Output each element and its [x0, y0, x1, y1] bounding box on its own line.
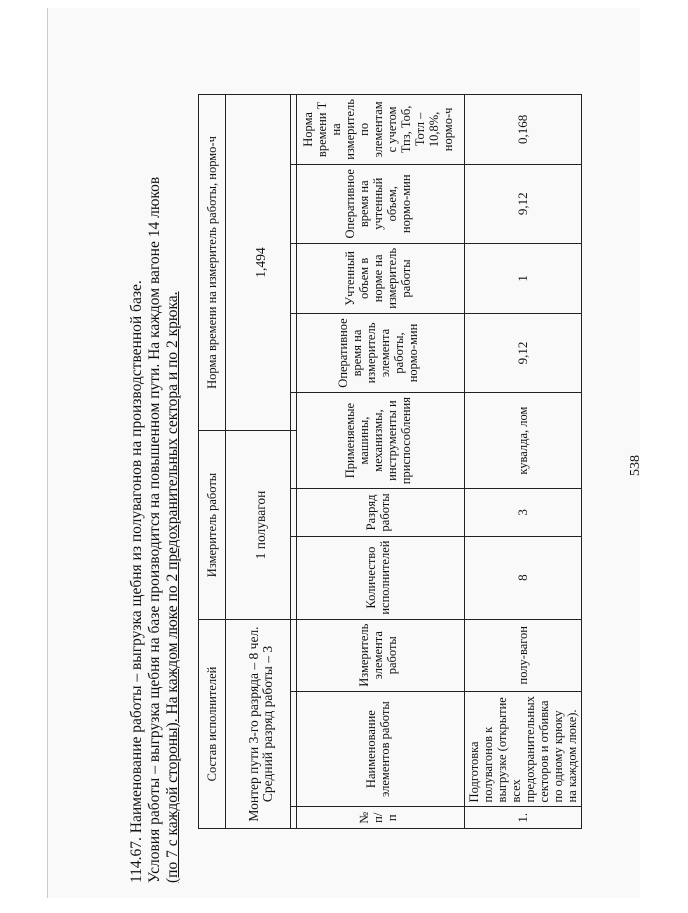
page-number: 538: [628, 455, 643, 476]
table-row: [465, 95, 582, 829]
section-header: [128, 53, 182, 883]
team-table: [198, 94, 297, 829]
col-header-tools: Применяемые машины, механизмы, инструменты и приспособления: [291, 392, 465, 488]
row-op-time: 9,12: [465, 314, 582, 393]
col-header-name: Наименование элементов работы: [291, 691, 465, 807]
team-composition-line1: Монтер пути 3-го разряда – 8 чел.: [246, 626, 261, 822]
row-grade: 3: [465, 489, 582, 536]
team-composition: [226, 620, 297, 829]
col-header-op-time-volume: Оперативное время на учтенный объем, нормо-мин: [291, 164, 465, 243]
team-header-unit: Измеритель работы: [199, 431, 226, 620]
team-unit: 1 полувагон: [226, 431, 297, 620]
work-elements-table: [290, 94, 582, 829]
row-tools: кувалда, лом: [465, 392, 582, 488]
col-header-unit: Измеритель элемента работы: [291, 619, 465, 691]
team-norm: 1,494: [226, 95, 297, 431]
row-norm: 0,168: [465, 95, 582, 165]
work-conditions-line: Условия работы – выгрузка щебня на базе производится на повышенном пути. На каждом вагоне 14 люков: [146, 176, 163, 883]
team-composition-line2: Средний разряд работы – 3: [260, 645, 275, 803]
col-header-grade: Разряд работы: [291, 489, 465, 536]
row-unit: полу-вагон: [465, 619, 582, 691]
col-header-norm: Норма времени Т на измеритель по элементам с учетом Тпз, Тоб, Тотл – 10,8%, нормо-ч: [291, 95, 465, 165]
col-header-workers: Количество исполнителей: [291, 536, 465, 619]
scanned-page: [48, 8, 643, 898]
team-header-composition: Состав исполнителей: [199, 620, 226, 829]
col-header-num: № п/п: [291, 807, 465, 829]
team-header-norm: Норма времени на измеритель работы, нормо-ч: [199, 95, 226, 431]
row-element-name: Подготовка полувагонов к выгрузке (открытие всех предохранительных секторов и отбивка по одному крюку на каждом люке).: [465, 691, 582, 807]
work-name-line: 114.67. Наименование работы – выгрузка щебня из полувагонов на производственной базе.: [128, 280, 145, 883]
row-num: 1.: [465, 807, 582, 829]
work-conditions-line-2: (по 7 с каждой стороны). На каждом люке по 2 предохранительных сектора и по 2 крюка.: [164, 291, 181, 883]
col-header-op-time: Оперативное время на измеритель элемента работы, нормо-мин: [291, 314, 465, 393]
row-workers: 8: [465, 536, 582, 619]
rotated-content: [48, 8, 688, 913]
row-volume: 1: [465, 243, 582, 313]
row-op-time-volume: 9,12: [465, 164, 582, 243]
col-header-volume: Учтенный объем в норме на измеритель работы: [291, 243, 465, 313]
